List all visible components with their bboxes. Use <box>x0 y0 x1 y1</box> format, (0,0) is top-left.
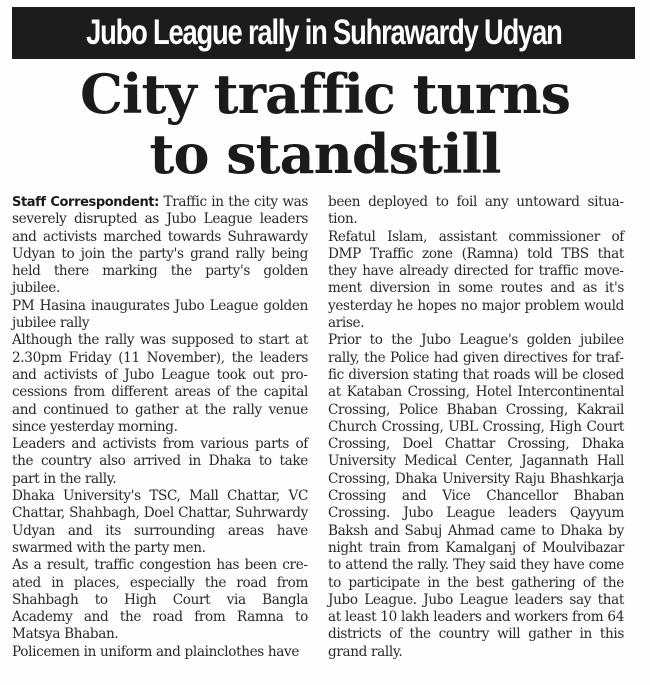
paragraph: Leaders and activists from various parts of the country also arrived in Dhaka to take part in the rally. <box>12 436 308 487</box>
kicker-text: Jubo League rally in Suhrawardy Udyan <box>85 13 562 52</box>
byline: Staff Correspondent: <box>12 195 159 210</box>
headline-line-2: to standstill <box>149 122 501 186</box>
paragraph <box>12 194 308 298</box>
paragraph: been deployed to foil any untoward situation. <box>328 194 624 228</box>
paragraph: Policemen in uniform and plainclothes have <box>12 643 300 660</box>
paragraph: As a result, traffic congestion has been created in places, especially the road from Shahbagh to High Court via Bangla Academy and the road from Ramna to Matsya Bhaban. <box>12 557 308 643</box>
paragraph: Dhaka University's TSC, Mall Chattar, VC Chattar, Shahbagh, Doel Chattar, Suhrwardy Udyan and its surrounding areas have swarmed with the party men. <box>12 488 308 556</box>
headline-line-1: City traffic turns <box>80 62 570 126</box>
paragraph: PM Hasina inaugurates Jubo League golden jubilee rally <box>12 297 308 332</box>
headline <box>0 64 650 184</box>
kicker-banner <box>12 7 635 59</box>
paragraph: Prior to the Jubo League's golden jubilee rally, the Police had given directives for traffic diversion stating that roads will be closed at Kataban Crossing, Hotel Intercontinental Crossing, Police Bhaban Crossing, Kakrail Church Crossing, UBL Crossing, High Court Crossing, Doel Chattar Crossing, Dhaka University Medical Center, Jagannath Hall Crossing, Dhaka University Raju Bhashkarja Crossing and Vice Chancellor Bhaban Crossing. Jubo League leaders Qayyum Baksh and Sabuj Ahmad came to Dhaka by night train from Kamalganj of Moulvibazar to attend the rally. They said they have come to participate in the best gathering of the Jubo League. Jubo League leaders say that at least 10 lakh leaders and workers from 64 districts of the country will gather in this grand rally. <box>328 332 624 660</box>
paragraph: Refatul Islam, assistant commissioner of DMP Traffic zone (Ramna) told TBS that they have already directed for traffic movement diversion in some routes and as it's yesterday he hopes no major problem would arise. <box>328 228 624 332</box>
article-column-right <box>328 194 624 661</box>
paragraph-text: Traffic in the city was severely disrupted as Jubo League leaders and activists marched towards Suhrawardy Udyan to join the party's grand rally being held there marking the party's golden jubilee. <box>12 194 308 297</box>
article-column-left <box>12 194 308 661</box>
paragraph: Although the rally was supposed to start at 2.30pm Friday (11 November), the leaders and activists of Jubo League took out processions from different areas of the capital and continued to gather at the rally venue since yesterday morning. <box>12 332 308 435</box>
